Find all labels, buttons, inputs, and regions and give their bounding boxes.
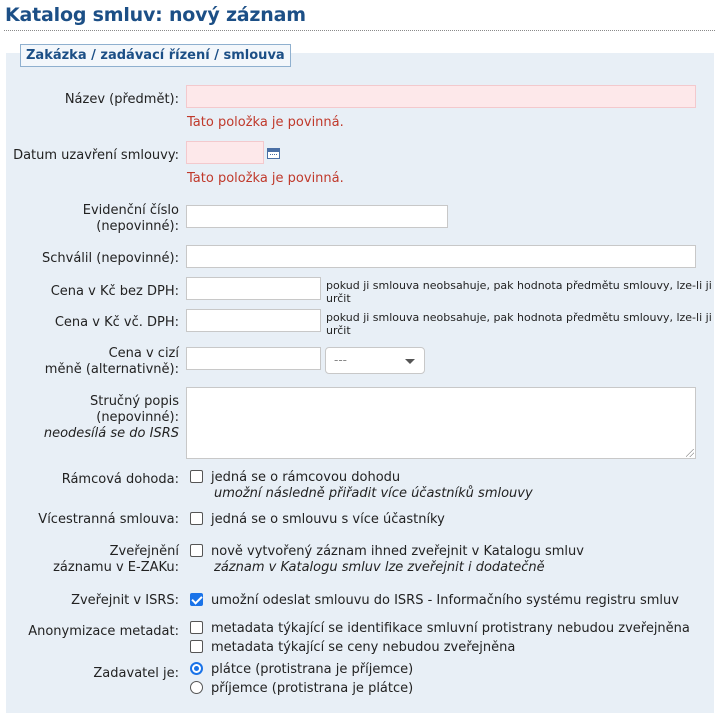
zverej-subtext: záznam v Katalogu smluv lze zveřejnit i dodatečně	[214, 560, 545, 575]
zadav-prijemce-text: příjemce (protistrana je plátce)	[211, 681, 414, 696]
cizi-label	[5, 346, 179, 378]
anon-cena-text: metadata týkající se ceny nebudou zveřejněna	[211, 640, 516, 655]
page-title: Katalog smluv: nový záznam	[5, 4, 306, 26]
tab-zakazka[interactable]: Zakázka / zadávací řízení / smlouva	[20, 44, 291, 67]
ramcova-label: Rámcová dohoda:	[61, 472, 179, 487]
zverej-label-line2: záznamu v E-ZAKu:	[53, 560, 179, 575]
zadav-prijemce-radio[interactable]	[190, 681, 203, 694]
popis-textarea[interactable]	[186, 387, 696, 459]
nazev-input[interactable]	[186, 85, 696, 108]
cena-bez-label: Cena v Kč bez DPH:	[50, 284, 179, 299]
vicestr-checkbox[interactable]	[190, 512, 203, 525]
evid-label-line1: Evidenční číslo	[82, 203, 179, 218]
popis-label	[5, 394, 179, 442]
zverej-checkbox[interactable]	[190, 544, 203, 557]
nazev-label: Název (předmět):	[64, 92, 179, 107]
cena-vc-label: Cena v Kč vč. DPH:	[54, 315, 179, 330]
currency-select-value: ---	[334, 353, 347, 367]
currency-select[interactable]	[325, 347, 425, 374]
cena-bez-hint: pokud ji smlouva neobsahuje, pak hodnota předmětu smlouvy, lze-li ji určit	[326, 279, 712, 305]
schvalil-input[interactable]	[186, 245, 696, 268]
anon-protistrana-text: metadata týkající se identifikace smluvní protistrany nebudou zveřejněna	[211, 621, 690, 636]
isrs-text: umožní odeslat smlouvu do ISRS - Informačního systému registru smluv	[211, 593, 679, 608]
datum-input[interactable]	[186, 141, 264, 164]
cena-bez-input[interactable]	[186, 277, 321, 300]
zverej-text: nově vytvořený záznam ihned zveřejnit v Katalogu smluv	[211, 544, 584, 559]
zverej-label-line1: Zveřejnění	[109, 544, 179, 559]
ramcova-text: jedná se o rámcovou dohodu	[211, 470, 401, 485]
cena-vc-hint: pokud ji smlouva neobsahuje, pak hodnota předmětu smlouvy, lze-li ji určit	[326, 311, 712, 337]
evid-input[interactable]	[186, 205, 448, 228]
vicestr-label: Vícestranná smlouva:	[38, 512, 179, 527]
popis-label-note: neodesílá se do ISRS	[43, 426, 179, 441]
popis-label-line1: Stručný popis	[90, 394, 179, 409]
popis-label-line3	[5, 426, 179, 442]
ramcova-subtext: umožní následně přiřadit více účastníků smlouvy	[214, 486, 533, 501]
isrs-checkbox[interactable]	[190, 593, 203, 606]
zadav-platce-radio[interactable]	[190, 662, 203, 675]
anon-cena-checkbox[interactable]	[190, 640, 203, 653]
nazev-error: Tato položka je povinná.	[187, 115, 344, 130]
anon-label: Anonymizace metadat:	[28, 624, 179, 639]
chevron-down-icon	[405, 359, 415, 364]
cizi-label-line2: měně (alternativně):	[44, 362, 179, 377]
cizi-label-line1: Cena v cizí	[108, 346, 179, 361]
cena-vc-input[interactable]	[186, 309, 321, 332]
cizi-input[interactable]	[186, 347, 321, 370]
zverej-label	[5, 544, 179, 576]
vicestr-text: jedná se o smlouvu s více účastníky	[211, 512, 445, 527]
calendar-icon[interactable]	[267, 148, 280, 159]
zadav-platce-text: plátce (protistrana je příjemce)	[211, 662, 414, 677]
title-divider	[4, 30, 715, 31]
isrs-label: Zveřejnit v ISRS:	[71, 593, 179, 608]
anon-protistrana-checkbox[interactable]	[190, 621, 203, 634]
resize-grip-icon[interactable]	[686, 449, 694, 457]
evid-label	[5, 203, 179, 235]
schvalil-label: Schválil (nepovinné):	[41, 251, 179, 266]
datum-error: Tato položka je povinná.	[187, 171, 344, 186]
evid-label-line2: (nepovinné):	[96, 219, 179, 234]
ramcova-checkbox[interactable]	[190, 470, 203, 483]
datum-label: Datum uzavření smlouvy:	[13, 148, 179, 163]
popis-label-line2: (nepovinné):	[96, 410, 179, 425]
zadav-label: Zadavatel je:	[93, 666, 179, 681]
